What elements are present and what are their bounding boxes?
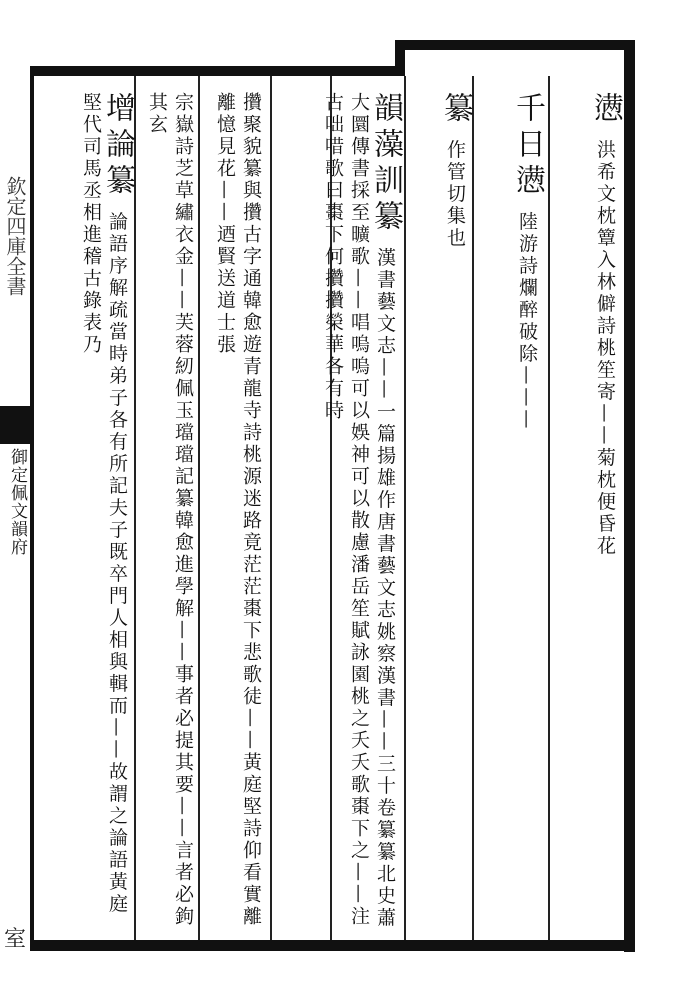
entry-head: 增論纂: [100, 92, 135, 200]
text-column: [140, 92, 196, 932]
entry-text: 作管切集也: [444, 139, 466, 250]
column-rule: [548, 76, 550, 940]
entry-text: 漢書藝文志——一篇揚雄作唐書藝文志姚察漢書——三十卷纂纂北史蕭大圜傳書採至曠歌——唱嗚嗚可以娛神可以散慮潘岳笙賦詠園桃之夭夭歌棗下之——注古咄唶歌曰棗下何攢攢榮華各有時: [322, 92, 396, 930]
ear-collection-title: 欽定四庫全書: [3, 176, 27, 296]
text-column: [204, 92, 264, 932]
column-rule: [404, 76, 406, 940]
frame-top-right: [395, 40, 635, 50]
ear-book-title: 御定佩文韻府: [7, 448, 27, 556]
frame-step: [395, 40, 405, 76]
column-rule: [198, 76, 200, 940]
column-rule: [270, 76, 272, 940]
entry-head: 千日懑: [510, 92, 545, 200]
entry-text: 洪希文枕簟入林僻詩桃笙寄——菊枕便昏花: [594, 139, 616, 558]
text-column: [560, 92, 623, 558]
entry-head: 韻藻訓纂: [368, 92, 403, 236]
text-column: [482, 92, 545, 432]
text-column: [322, 92, 403, 932]
entry-text: 論語序解疏當時弟子各有所記夫子既卒門人相與輯而——故謂之論語黃庭堅代司馬丞相進稽古錄表乃: [80, 92, 128, 916]
entry-text: 攢聚貌纂與攢古字通韓愈遊青龍寺詩桃源迷路竟茫茫棗下悲歌徒——黃庭堅詩仰看實離離憶見花——迺賢送道士張: [214, 92, 262, 928]
frame-left: [30, 72, 34, 950]
entry-head: 纂: [438, 92, 473, 128]
text-column: [44, 92, 135, 932]
frame-top-left: [30, 66, 405, 76]
ear-fishtail-block: [0, 406, 30, 444]
entry-text: 宗嶽詩芝草繡衣金——芙蓉紉佩玉璫璫記纂韓愈進學解——事者必提其要——言者必鉤其玄: [146, 92, 194, 928]
entry-text: 陸游詩爛醉破除———: [516, 211, 538, 432]
page-margin-ear: [0, 76, 31, 950]
column-rule: [134, 76, 136, 940]
ear-page-number: 室: [4, 927, 27, 952]
frame-bottom: [30, 940, 635, 951]
entry-head: 懑: [588, 92, 623, 128]
column-rule: [472, 76, 474, 940]
frame-right: [624, 40, 635, 952]
text-column: [412, 92, 473, 250]
